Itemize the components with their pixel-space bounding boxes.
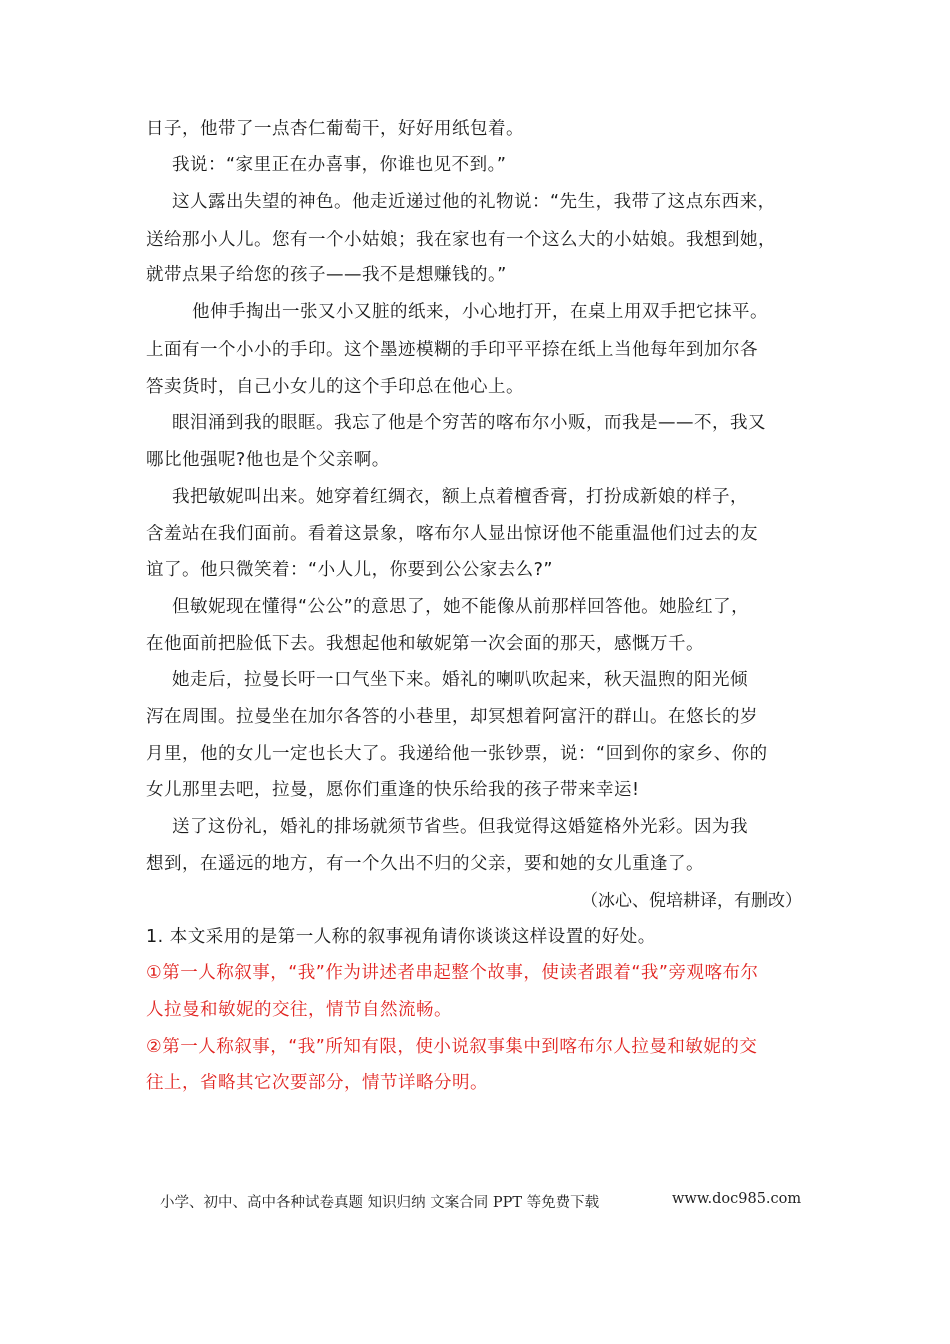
passage-line: 想到，在遥远的地方，有一个久出不归的父亲，要和她的女儿重逢了。: [146, 854, 704, 874]
passage-line: 眼泪涌到我的眼眶。我忘了他是个穷苦的喀布尔小贩，而我是——不，我又: [172, 413, 766, 433]
passage-line: 哪比他强呢?他也是个父亲啊。: [146, 450, 390, 470]
passage-line: 泻在周围。拉曼坐在加尔各答的小巷里，却冥想着阿富汗的群山。在悠长的岁: [146, 707, 758, 727]
passage-line: 我说：“家里正在办喜事，你谁也见不到。”: [172, 155, 507, 175]
passage-line: 月里，他的女儿一定也长大了。我递给他一张钞票，说：“回到你的家乡、你的: [146, 744, 768, 764]
passage-line: 谊了。他只微笑着：“小人儿，你要到公公家去么?”: [146, 560, 553, 580]
answer-line: 人拉曼和敏妮的交往，情节自然流畅。: [146, 1000, 452, 1020]
answer-line: 往上，省略其它次要部分，情节详略分明。: [146, 1073, 488, 1093]
answer-line: ①第一人称叙事，“我”作为讲述者串起整个故事，使读者跟着“我”旁观喀布尔: [146, 963, 759, 983]
passage-line: 但敏妮现在懂得“公公”的意思了，她不能像从前那样回答他。她脸红了，: [172, 597, 750, 617]
question-text: 1. 本文采用的是第一人称的叙事视角请你谈谈这样设置的好处。: [146, 927, 656, 947]
passage-line: 就带点果子给您的孩子——我不是想赚钱的。”: [146, 265, 507, 285]
passage-line: 在他面前把脸低下去。我想起他和敏妮第一次会面的那天，感慨万千。: [146, 634, 704, 654]
passage-line: 上面有一个小小的手印。这个墨迹模糊的手印平平捺在纸上当他每年到加尔各: [146, 340, 758, 360]
passage-line: 这人露出失望的神色。他走近递过他的礼物说：“先生，我带了这点东西来，: [172, 192, 776, 212]
passage-line: 我把敏妮叫出来。她穿着红绸衣，额上点着檀香膏，打扮成新娘的样子，: [172, 487, 748, 507]
passage-line: 送了这份礼，婚礼的排场就须节省些。但我觉得这婚筵格外光彩。因为我: [172, 817, 748, 837]
passage-line: 送给那小人儿。您有一个小姑娘；我在家也有一个这么大的小姑娘。我想到她，: [146, 230, 776, 250]
passage-line: 答卖货时，自己小女儿的这个手印总在他心上。: [146, 377, 524, 397]
answer-line: ②第一人称叙事，“我”所知有限，使小说叙事集中到喀布尔人拉曼和敏妮的交: [146, 1037, 758, 1057]
passage-line: 他伸手掏出一张又小又脏的纸来，小心地打开，在桌上用双手把它抹平。: [192, 302, 768, 322]
passage-line: 女儿那里去吧，拉曼，愿你们重逢的快乐给我的孩子带来幸运!: [146, 780, 640, 800]
page-footer: [160, 1191, 800, 1212]
passage-source: （冰心、倪培耕译，有删改）: [581, 891, 802, 911]
passage-line: 她走后，拉曼长吁一口气坐下来。婚礼的喇叭吹起来，秋天温煦的阳光倾: [172, 670, 748, 690]
passage-line: 含羞站在我们面前。看着这景象，喀布尔人显出惊讶他不能重温他们过去的友: [146, 524, 758, 544]
passage-line: 日子，他带了一点杏仁葡萄干，好好用纸包着。: [146, 119, 524, 139]
footer-text: 小学、初中、高中各种试卷真题 知识归纳 文案合同 PPT 等免费下载: [160, 1195, 600, 1211]
footer-link[interactable]: www.doc985.com: [672, 1191, 802, 1207]
